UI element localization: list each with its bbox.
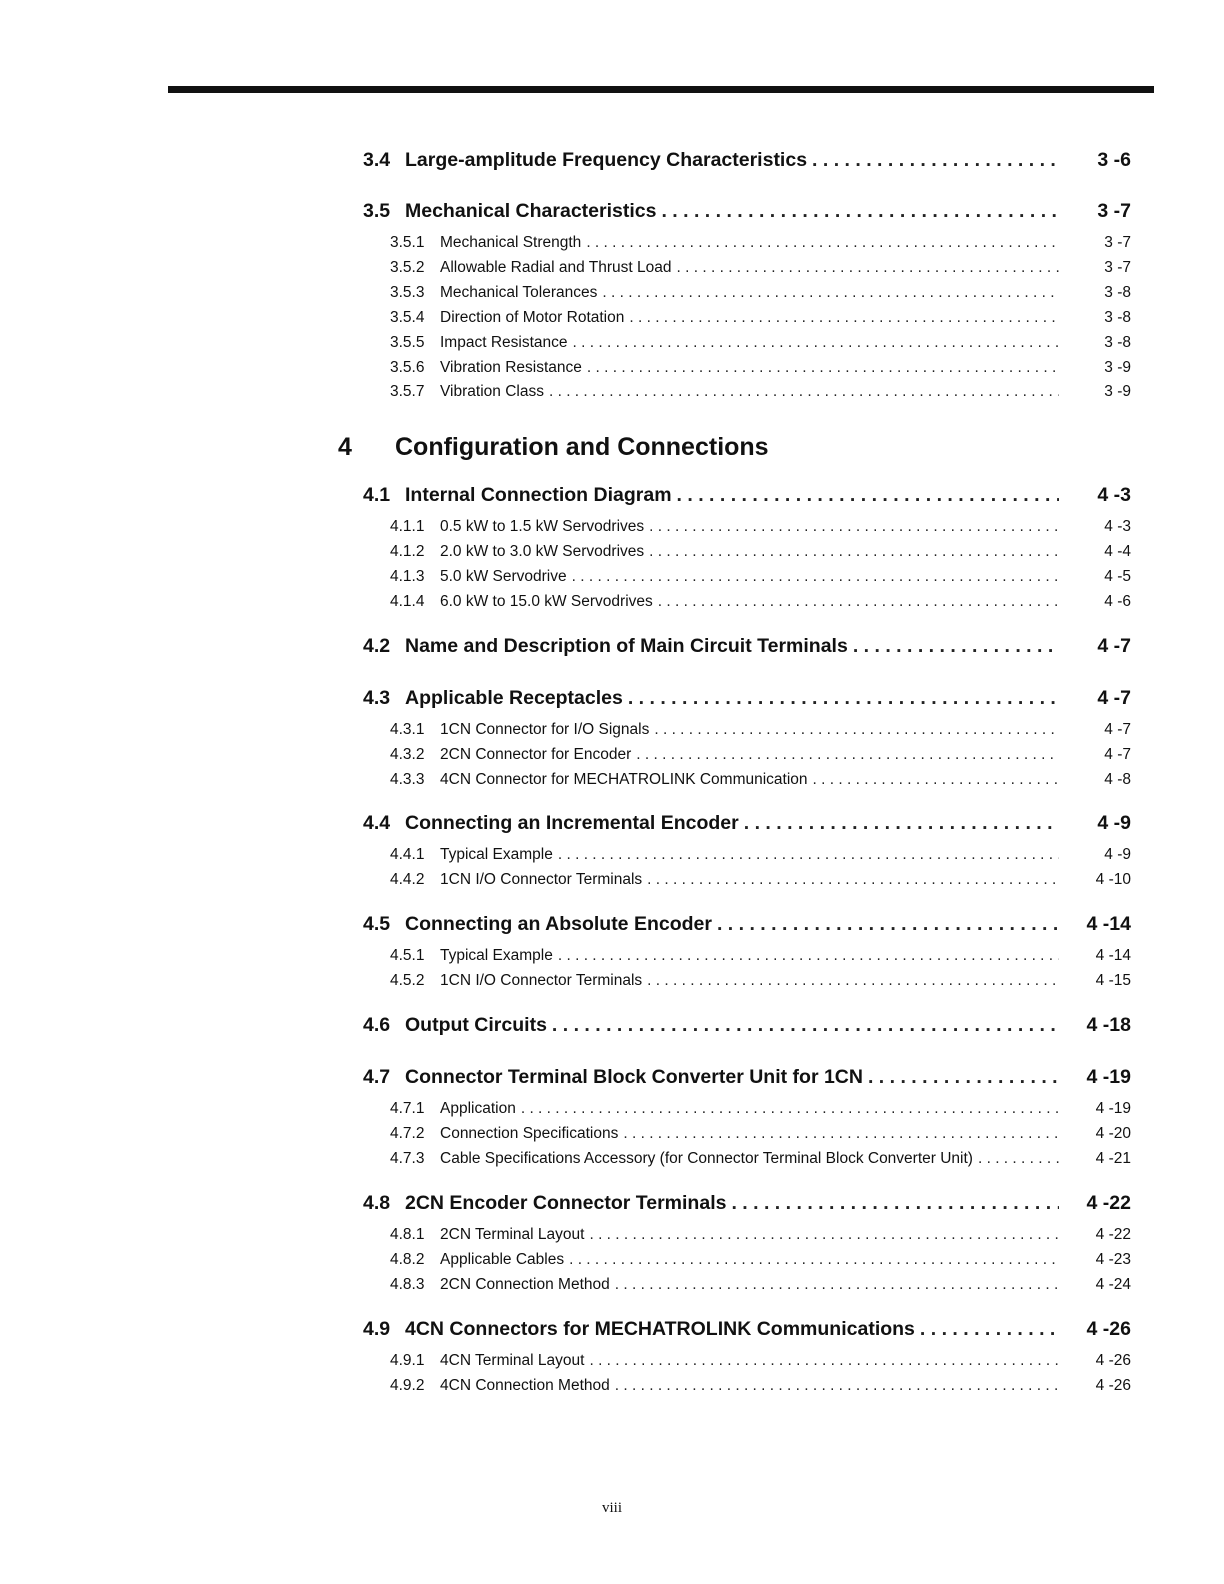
section-number: 4.3	[363, 687, 391, 709]
page-folio: viii	[601, 1500, 622, 1516]
subsection-title: Impact Resistance	[440, 334, 568, 351]
page-number: 4 -26	[1086, 1318, 1131, 1340]
toc-subsection[interactable]	[390, 945, 1131, 967]
dot-leader	[677, 480, 1059, 510]
dot-leader	[920, 1314, 1059, 1344]
dot-leader	[558, 945, 1059, 967]
subsection-title: 1CN I/O Connector Terminals	[440, 871, 643, 888]
dot-leader	[868, 1062, 1059, 1092]
page-number: 4 -18	[1086, 1014, 1131, 1036]
toc-section[interactable]	[363, 1062, 1131, 1092]
section-title: Connector Terminal Block Converter Unit for 1CN	[405, 1066, 863, 1088]
toc-subsection[interactable]	[390, 744, 1131, 766]
subsection-title: Applicable Cables	[440, 1251, 565, 1268]
subsection-number: 4.1.1	[390, 518, 425, 535]
page-number: 4 -7	[1104, 746, 1131, 763]
dot-leader	[647, 970, 1059, 992]
subsection-title: Typical Example	[440, 947, 553, 964]
subsection-number: 4.3.1	[390, 721, 425, 738]
subsection-title: Vibration Class	[440, 383, 544, 400]
page-number: 3 -8	[1104, 309, 1131, 326]
dot-leader	[649, 541, 1059, 563]
subsection-number: 4.8.1	[390, 1226, 425, 1243]
toc-subsection[interactable]	[390, 1375, 1131, 1397]
dot-leader	[661, 196, 1059, 226]
subsection-title: Vibration Resistance	[440, 359, 582, 376]
subsection-number: 4.1.3	[390, 568, 425, 585]
page-number: 4 -10	[1095, 871, 1131, 888]
toc-subsection[interactable]	[390, 1123, 1131, 1145]
section-title: Internal Connection Diagram	[405, 484, 672, 506]
toc-section[interactable]	[363, 683, 1131, 713]
section-number: 4.5	[363, 913, 391, 935]
section-title: 4CN Connectors for MECHATROLINK Communications	[405, 1318, 915, 1340]
dot-leader	[731, 1188, 1059, 1218]
page-number: 4 -3	[1097, 484, 1131, 506]
toc-section[interactable]	[363, 196, 1131, 226]
page-number: 3 -7	[1104, 259, 1131, 276]
page-number: 4 -7	[1104, 721, 1131, 738]
page-number: 4 -7	[1097, 635, 1131, 657]
dot-leader	[558, 844, 1059, 866]
dot-leader	[744, 808, 1059, 838]
section-title: 2CN Encoder Connector Terminals	[405, 1192, 727, 1214]
page-number: 4 -9	[1097, 812, 1131, 834]
section-title: Name and Description of Main Circuit Terminals	[405, 635, 848, 657]
subsection-number: 4.7.3	[390, 1150, 425, 1167]
subsection-number: 4.3.2	[390, 746, 425, 763]
dot-leader	[813, 769, 1059, 791]
page-number: 4 -20	[1095, 1125, 1131, 1142]
dot-leader	[677, 257, 1059, 279]
toc-subsection[interactable]	[390, 869, 1131, 891]
page-number: 4 -26	[1095, 1377, 1131, 1394]
toc-subsection[interactable]	[390, 257, 1131, 279]
page-number: 3 -7	[1104, 234, 1131, 251]
dot-leader	[812, 145, 1059, 175]
section-title: Applicable Receptacles	[405, 687, 623, 709]
dot-leader	[636, 744, 1059, 766]
chapter-number: 4	[338, 433, 352, 461]
section-title: Large-amplitude Frequency Characteristics	[405, 149, 808, 171]
subsection-number: 4.8.2	[390, 1251, 425, 1268]
section-number: 3.5	[363, 200, 391, 222]
subsection-title: 2CN Terminal Layout	[440, 1226, 585, 1243]
subsection-number: 4.5.2	[390, 972, 425, 989]
section-number: 4.1	[363, 484, 391, 506]
toc-section[interactable]	[363, 808, 1131, 838]
subsection-number: 3.5.3	[390, 284, 425, 301]
subsection-number: 4.9.2	[390, 1377, 425, 1394]
dot-leader	[623, 1123, 1059, 1145]
page-number: 4 -3	[1104, 518, 1131, 535]
subsection-title: 4CN Terminal Layout	[440, 1352, 585, 1369]
page-number: 4 -23	[1095, 1251, 1131, 1268]
dot-leader	[589, 1224, 1059, 1246]
subsection-number: 4.7.1	[390, 1100, 425, 1117]
toc-section[interactable]	[363, 1010, 1131, 1040]
subsection-title: Connection Specifications	[440, 1125, 619, 1142]
dot-leader	[615, 1375, 1059, 1397]
page-number: 4 -6	[1104, 593, 1131, 610]
toc-subsection[interactable]	[390, 307, 1131, 329]
subsection-number: 3.5.2	[390, 259, 425, 276]
subsection-number: 4.5.1	[390, 947, 425, 964]
dot-leader	[649, 516, 1059, 538]
toc-section[interactable]	[363, 631, 1131, 661]
toc-subsection[interactable]	[390, 357, 1131, 379]
page-number: 4 -14	[1095, 947, 1131, 964]
section-number: 4.7	[363, 1066, 391, 1088]
subsection-number: 3.5.7	[390, 383, 425, 400]
section-number: 4.8	[363, 1192, 391, 1214]
dot-leader	[569, 1249, 1059, 1271]
dot-leader	[521, 1098, 1059, 1120]
subsection-title: 2CN Connection Method	[440, 1276, 610, 1293]
subsection-number: 3.5.4	[390, 309, 425, 326]
dot-leader	[654, 719, 1059, 741]
dot-leader	[628, 683, 1059, 713]
page-number: 4 -14	[1086, 913, 1131, 935]
dot-leader	[589, 1350, 1059, 1372]
page-number: 4 -9	[1104, 846, 1131, 863]
subsection-number: 3.5.5	[390, 334, 425, 351]
toc-subsection[interactable]	[390, 541, 1131, 563]
toc-subsection[interactable]	[390, 844, 1131, 866]
subsection-number: 3.5.1	[390, 234, 425, 251]
dot-leader	[586, 232, 1059, 254]
subsection-number: 4.1.2	[390, 543, 425, 560]
page-number: 4 -26	[1095, 1352, 1131, 1369]
toc-subsection[interactable]	[390, 332, 1131, 354]
subsection-title: 0.5 kW to 1.5 kW Servodrives	[440, 518, 645, 535]
section-title: Output Circuits	[405, 1014, 547, 1036]
section-title: Connecting an Absolute Encoder	[405, 913, 712, 935]
subsection-title: 4CN Connection Method	[440, 1377, 610, 1394]
header-rule	[168, 86, 1154, 93]
subsection-number: 3.5.6	[390, 359, 425, 376]
dot-leader	[602, 282, 1059, 304]
page-number: 4 -21	[1095, 1150, 1131, 1167]
section-number: 4.4	[363, 812, 391, 834]
page-number: 3 -9	[1104, 359, 1131, 376]
page-number: 4 -5	[1104, 568, 1131, 585]
toc-subsection[interactable]	[390, 566, 1131, 588]
dot-leader	[629, 307, 1059, 329]
subsection-title: 5.0 kW Servodrive	[440, 568, 567, 585]
toc-section[interactable]	[363, 1314, 1131, 1344]
subsection-title: Mechanical Tolerances	[440, 284, 598, 301]
toc-section[interactable]	[363, 909, 1131, 939]
dot-leader	[853, 631, 1059, 661]
toc-subsection[interactable]	[390, 381, 1131, 403]
dot-leader	[717, 909, 1059, 939]
subsection-title: Cable Specifications Accessory (for Connector Terminal Block Converter Unit)	[440, 1150, 973, 1167]
subsection-number: 4.7.2	[390, 1125, 425, 1142]
page-number: 4 -24	[1095, 1276, 1131, 1293]
subsection-title: 1CN I/O Connector Terminals	[440, 972, 643, 989]
section-number: 3.4	[363, 149, 391, 171]
dot-leader	[647, 869, 1059, 891]
toc-subsection[interactable]	[390, 1249, 1131, 1271]
subsection-title: Mechanical Strength	[440, 234, 582, 251]
toc-subsection[interactable]	[390, 769, 1131, 791]
toc-subsection[interactable]	[390, 1098, 1131, 1120]
subsection-number: 4.4.2	[390, 871, 425, 888]
page-number: 3 -8	[1104, 284, 1131, 301]
subsection-title: Typical Example	[440, 846, 553, 863]
subsection-number: 4.3.3	[390, 771, 425, 788]
toc-subsection[interactable]	[390, 591, 1131, 613]
subsection-title: Allowable Radial and Thrust Load	[440, 259, 672, 276]
subsection-title: Direction of Motor Rotation	[440, 309, 625, 326]
page-number: 3 -7	[1097, 200, 1131, 222]
subsection-title: 6.0 kW to 15.0 kW Servodrives	[440, 593, 653, 610]
page-number: 4 -19	[1095, 1100, 1131, 1117]
subsection-title: 4CN Connector for MECHATROLINK Communication	[440, 771, 808, 788]
section-title: Connecting an Incremental Encoder	[405, 812, 739, 834]
page-number: 4 -4	[1104, 543, 1131, 560]
dot-leader	[658, 591, 1059, 613]
toc-section[interactable]	[363, 480, 1131, 510]
subsection-number: 4.1.4	[390, 593, 425, 610]
subsection-title: Application	[440, 1100, 516, 1117]
dot-leader	[978, 1148, 1059, 1170]
toc-section[interactable]	[363, 1188, 1131, 1218]
subsection-number: 4.9.1	[390, 1352, 425, 1369]
subsection-title: 2CN Connector for Encoder	[440, 746, 632, 763]
toc-subsection[interactable]	[390, 1274, 1131, 1296]
toc-subsection[interactable]	[390, 1350, 1131, 1372]
dot-leader	[552, 1010, 1059, 1040]
toc-subsection[interactable]	[390, 232, 1131, 254]
dot-leader	[587, 357, 1059, 379]
dot-leader	[615, 1274, 1059, 1296]
dot-leader	[549, 381, 1059, 403]
toc-subsection[interactable]	[390, 282, 1131, 304]
toc-subsection[interactable]	[390, 970, 1131, 992]
chapter-title: Configuration and Connections	[395, 433, 769, 461]
toc-subsection[interactable]	[390, 1148, 1131, 1170]
toc-subsection[interactable]	[390, 516, 1131, 538]
page-number: 4 -15	[1095, 972, 1131, 989]
subsection-number: 4.8.3	[390, 1276, 425, 1293]
page-number: 4 -7	[1097, 687, 1131, 709]
dot-leader	[573, 332, 1060, 354]
chapter-heading[interactable]	[338, 430, 1138, 464]
toc-subsection[interactable]	[390, 1224, 1131, 1246]
dot-leader	[572, 566, 1059, 588]
page-number: 3 -6	[1097, 149, 1131, 171]
page-number: 4 -8	[1104, 771, 1131, 788]
section-number: 4.9	[363, 1318, 391, 1340]
page-number: 4 -22	[1095, 1226, 1131, 1243]
section-number: 4.6	[363, 1014, 391, 1036]
section-number: 4.2	[363, 635, 391, 657]
subsection-number: 4.4.1	[390, 846, 425, 863]
page-number: 4 -22	[1086, 1192, 1131, 1214]
page-number: 4 -19	[1086, 1066, 1131, 1088]
page-number: 3 -8	[1104, 334, 1131, 351]
page-number: 3 -9	[1104, 383, 1131, 400]
toc-subsection[interactable]	[390, 719, 1131, 741]
toc-section[interactable]	[363, 145, 1131, 175]
subsection-title: 1CN Connector for I/O Signals	[440, 721, 650, 738]
section-title: Mechanical Characteristics	[405, 200, 657, 222]
subsection-title: 2.0 kW to 3.0 kW Servodrives	[440, 543, 645, 560]
